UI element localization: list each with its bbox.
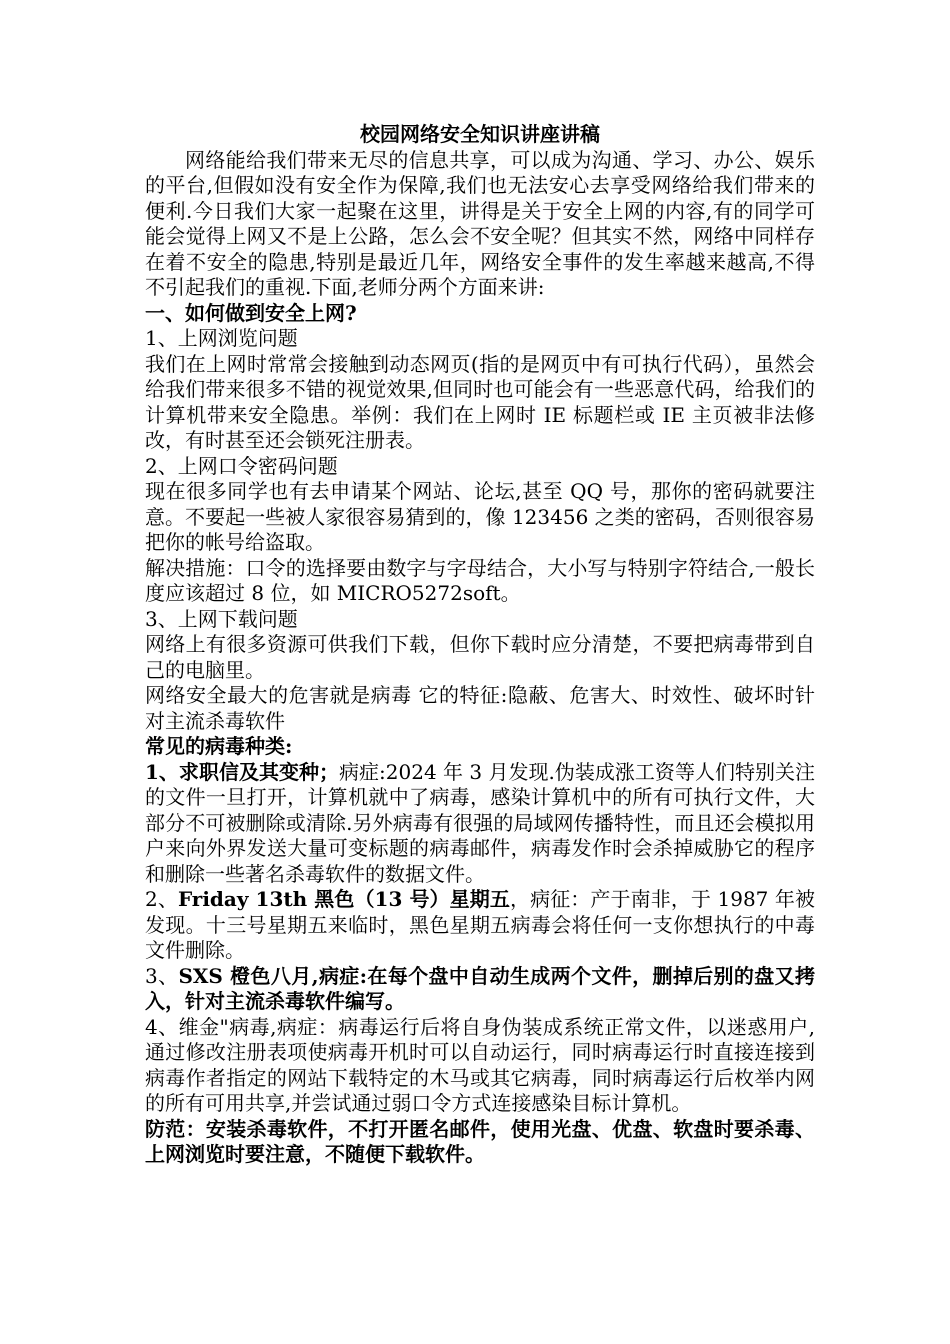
virus2-name: Friday 13th 黑色（13 号）星期五 [177, 887, 510, 911]
virus-types-heading: 常见的病毒种类: [145, 734, 293, 758]
prevention-paragraph: 防范：安装杀毒软件，不打开匿名邮件，使用光盘、优盘、软盘时要杀毒、上网浏览时要注意，不随便下载软件。 [145, 1116, 815, 1166]
virus1-text: 病症:2024 年 3 月发现.伪装成涨工资等人们特别关注的文件一旦打开，计算机就中了病毒，感染计算机中的所有可执行文件，大部分不可被删除或清除.另外病毒有很强的局域网传播特性，而且还会模拟用户来向外界发送大量可变标题的病毒邮件，病毒发作时会杀掉威胁它的程序和删除一些著名杀毒软件的数据文件。 [145, 759, 815, 886]
virus1-paragraph [145, 760, 815, 888]
virus3-text: SXS 橙色八月,病症:在每个盘中自动生成两个文件，删掉后别的盘又拷入，针对主流杀毒软件编写。 [145, 963, 815, 1013]
virus3-number: 3、 [145, 963, 179, 988]
item1-paragraph: 我们在上网时常常会接触到动态网页(指的是网页中有可执行代码），虽然会给我们带来很多不错的视觉效果,但同时也可能会有一些恶意代码，给我们的计算机带来安全隐患。举例：我们在上网时 IE 标题栏或 IE 主页被非法修改，有时甚至还会锁死注册表。 [145, 351, 815, 452]
intro-paragraph: 网络能给我们带来无尽的信息共享，可以成为沟通、学习、办公、娱乐的平台,但假如没有安全作为保障,我们也无法安心去享受网络给我们带来的便利.今日我们大家一起聚在这里，讲得是关于安全上网的内容,有的同学可能会觉得上网又不是上公路，怎么会不安全呢？但其实不然，网络中同样存在着不安全的隐患,特别是最近几年，网络安全事件的发生率越来越高,不得不引起我们的重视.下面,老师分两个方面来讲: [145, 147, 815, 299]
section-heading: 一、如何做到安全上网? [145, 300, 357, 325]
virus2-number: 2、 [145, 887, 178, 911]
item1-heading: 1、上网浏览问题 [145, 326, 298, 350]
item2-paragraph: 现在很多同学也有去申请某个网站、论坛,甚至 QQ 号，那你的密码就要注意。不要起一些被人家很容易猜到的，像 123456 之类的密码，否则很容易把你的帐号给盗取。 [145, 479, 815, 554]
item2-solution: 解决措施：口令的选择要由数字与字母结合，大小写与特别字符结合,一般长度应该超过 8 位，如 MICRO5272soft。 [145, 555, 815, 605]
virus4-paragraph: 4、维金"病毒,病症：病毒运行后将自身伪装成系统正常文件，以迷惑用户,通过修改注册表项使病毒开机时可以自动运行，同时病毒运行时直接连接到病毒作者指定的网站下载特定的木马或其它病毒，同时病毒运行后枚举内网的所有可用共享,并尝试通过弱口令方式连接感染目标计算机。 [145, 1014, 815, 1115]
virus2-text: ，病征：产于南非，于 1987 年被发现。十三号星期五来临时，黑色星期五病毒会将任何一支你想执行的中毒文件删除。 [145, 887, 815, 962]
item2-heading: 2、上网口令密码问题 [145, 453, 338, 478]
virus3-paragraph [145, 964, 815, 1015]
document-page [145, 122, 815, 1168]
item3-paragraph: 网络上有很多资源可供我们下载，但你下载时应分清楚，不要把病毒带到自己的电脑里。 [145, 632, 815, 682]
virus-intro: 网络安全最大的危害就是病毒 它的特征:隐蔽、危害大、时效性、破坏时针对主流杀毒软件 [145, 683, 815, 733]
document-title: 校园网络安全知识讲座讲稿 [360, 122, 600, 146]
item3-heading: 3、上网下载问题 [145, 606, 298, 631]
virus2-paragraph [145, 887, 815, 964]
virus1-name: 1、求职信及其变种； [145, 759, 339, 784]
